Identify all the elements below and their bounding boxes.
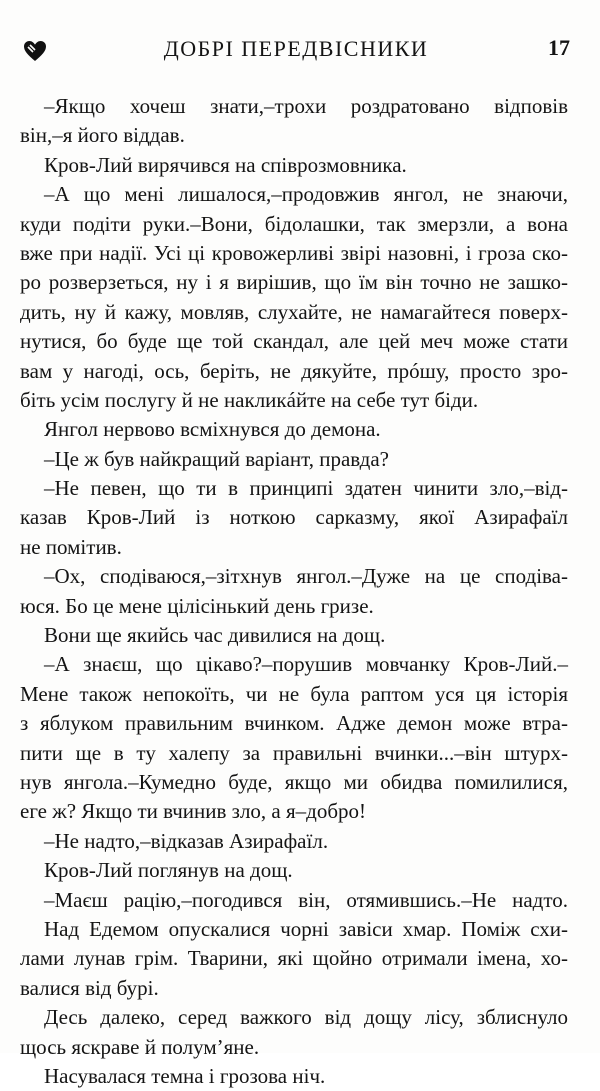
text-line: Над Едемом опускалися чорні завіси хмар. Поміж схи- [44,916,568,941]
text-line: –Не певен, що ти в принципі здатен чинити зло,–від- [44,476,568,501]
text-line: еге ж? Якщо ти вчинив зло, а я–добро! [20,799,367,824]
text-line: Мене також непокоїть, чи не була раптом уся ця історія [20,681,568,706]
text-line: дить, ну й кажу, мовляв, слухайте, не намагайтеся поверх- [20,299,568,324]
text-line: Десь далеко, серед важкого від дощу лісу, зблиснуло [44,1005,568,1030]
text-line: вже при надії. Усі ці кровожерливі звірі назовні, і гроза ско- [20,240,568,265]
text-line: біть усім послугу й не накликáйте на себе тут біди. [20,387,479,412]
text-line: –А що мені лишалося,–продовжив янгол, не знаючи, [44,182,568,207]
text-line: нув янгола.–Кумедно буде, якщо ми обидва помилилися, [20,769,568,794]
text-line: Кров-Лий вирячився на співрозмовника. [44,152,407,177]
text-line: –А знаєш, що цікаво?–порушив мовчанку Кров-Лий.– [44,652,568,677]
text-line: Кров-Лий поглянув на дощ. [44,858,293,883]
text-line: –Не надто,–відказав Азирафаїл. [44,828,329,853]
text-line: він,–я його віддав. [20,123,185,148]
text-line: валися від бурі. [20,975,159,1000]
running-header [22,34,570,70]
text-line: –Це ж був найкращий варіант, правда? [44,446,389,471]
text-line: ро розверзеться, ну і я вирішив, що їм він точно не зашко- [20,270,568,295]
text-line: лами лунав грім. Тварини, які щойно отримали імена, хо- [20,946,568,971]
text-line: не помітив. [20,534,122,559]
chapter-title: ДОБРІ ПЕРЕДВІСНИКИ [163,36,429,61]
text-line: Насувалася темна і грозова ніч. [44,1063,326,1088]
body-text [20,92,568,1091]
text-line: юся. Бо це мене цілісінький день гризе. [20,593,374,618]
text-line: –Маєш рацію,–погодився він, отямившись.–Не надто. [44,887,568,912]
text-line: щось яскраве й полум’яне. [20,1034,260,1059]
page-number: 17 [548,35,570,60]
text-line: казав Кров-Лий із ноткою сарказму, якої Азирафаїл [20,505,568,530]
text-line: вам у нагоді, ось, беріть, не дякуйте, прóшу, просто зро- [20,358,568,383]
text-line: нутися, бо буде ще той скандал, але цей меч може стати [20,329,568,354]
text-line: пити ще в ту халепу за правильні вчинки...–він штурх- [20,740,568,765]
text-line: куди подіти руки.–Вони, бідолашки, так змерзли, а вона [20,211,568,236]
text-line: –Якщо хочеш знати,–трохи роздратовано відповів [44,94,568,118]
text-line: Вони ще якийсь час дивилися на дощ. [44,623,386,648]
text-line: Янгол нервово всміхнувся до демона. [44,417,381,442]
text-line: з яблуком правильним вчинком. Адже демон може втра- [20,711,568,736]
text-line: –Ох, сподіваюся,–зітхнув янгол.–Дуже на це сподіва- [44,564,568,589]
